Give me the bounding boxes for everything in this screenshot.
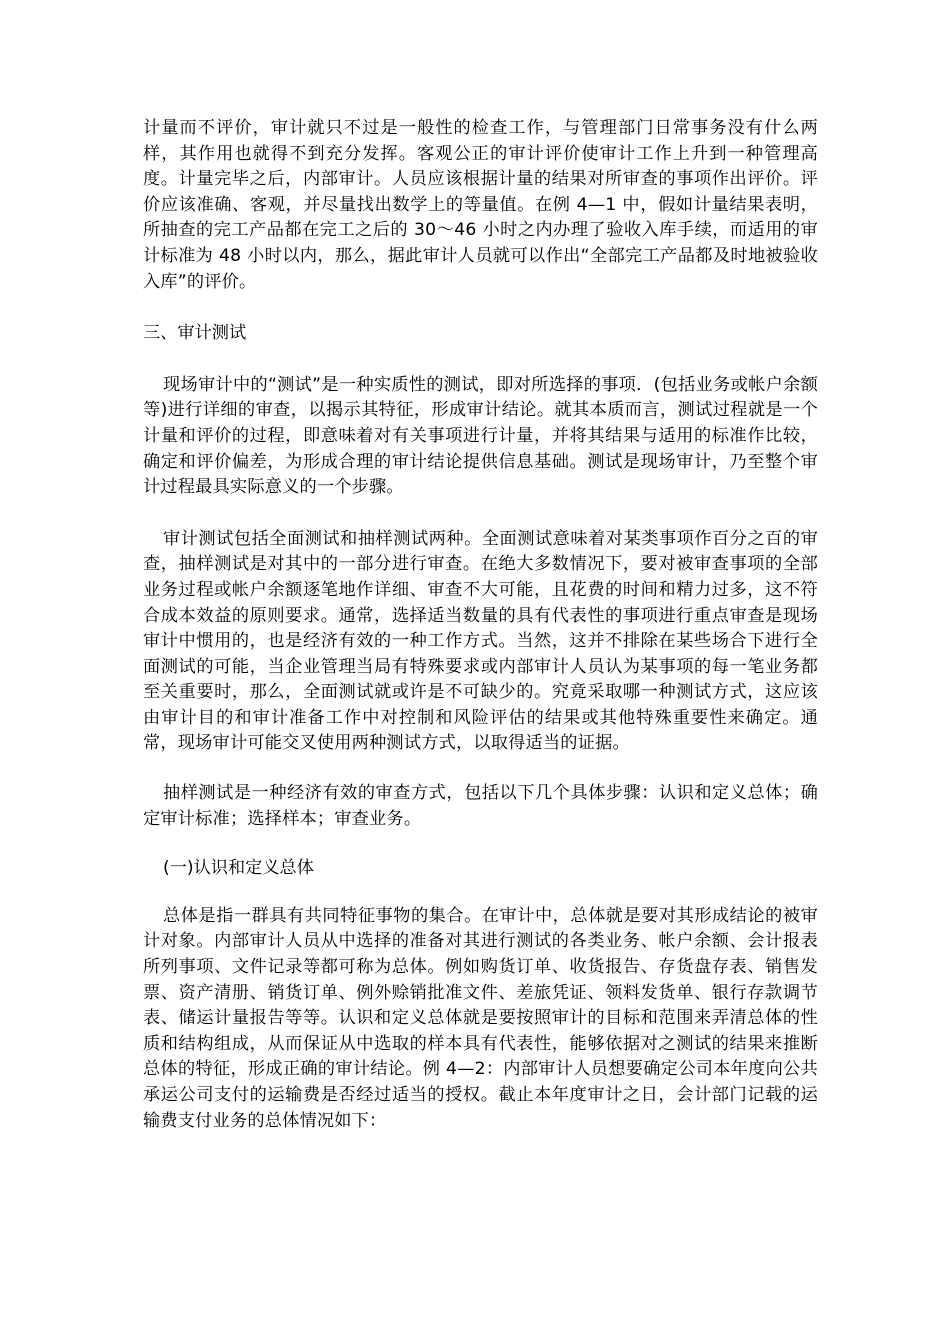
document-page — [143, 116, 818, 1134]
paragraph-evaluation: 计量而不评价，审计就只不过是一般性的检查工作，与管理部门日常事务没有什么两样，其作用也就得不到充分发挥。客观公正的审计评价使审计工作上升到一种管理高度。计量完毕之后，内部审计。人员应该根据计量的结果对所审查的事项作出评价。评价应该准确、客观，并尽量找出数学上的等量值。在例 4—1 中，假如计量结果表明，所抽查的完工产品都在完工之后的 30～46 小时之内办理了验收入库手续，而适用的审计标准为 48 小时以内，那么，据此审计人员就可以作出“全部完工产品都及时地被验收入库”的评价。 — [143, 118, 818, 292]
subsection-heading-population: (一)认识和定义总体 — [163, 858, 314, 879]
paragraph-testing-types: 审计测试包括全面测试和抽样测试两种。全面测试意味着对某类事项作百分之百的审查，抽样测试是对其中的一部分进行审查。在绝大多数情况下，要对被审查事项的全部业务过程或帐户余额逐笔地作详细、审查不大可能，且花费的时间和精力过多，这不符合成本效益的原则要求。通常，选择适当数量的具有代表性的事项进行重点审查是现场审计中惯用的，也是经济有效的一种工作方式。当然，这并不排除在某些场合下进行全面测试的可能，当企业管理当局有特殊要求或内部审计人员认为某事项的每一笔业务都至关重要时，那么，全面测试就或许是不可缺少的。究竟采取哪一种测试方式，这应该由审计目的和审计准备工作中对控制和风险评估的结果或其他特殊重要性来确定。通常，现场审计可能交叉使用两种测试方式，以取得适当的证据。 — [143, 528, 818, 754]
paragraph-testing-definition: 现场审计中的“测试”是一种实质性的测试，即对所选择的事项．(包括业务或帐户余额等)进行详细的审查，以揭示其特征，形成审计结论。就其本质而言，测试过程就是一个计量和评价的过程，即意味着对有关事项进行计量，并将其结果与适用的标准作比较，确定和评价偏差，为形成合理的审计结论提供信息基础。测试是现场审计，乃至整个审计过程最具实际意义的一个步骤。 — [143, 374, 818, 498]
section-heading-audit-testing: 三、审计测试 — [143, 323, 247, 344]
paragraph-sampling-steps: 抽样测试是一种经济有效的审查方式，包括以下几个具体步骤：认识和定义总体；确定审计标准；选择样本；审查业务。 — [143, 783, 818, 829]
paragraph-population-definition: 总体是指一群具有共同特征事物的集合。在审计中，总体就是要对其形成结论的被审计对象。内部审计人员从中选择的准备对其进行测试的各类业务、帐户余额、会计报表所列事项、文件记录等都可称为总体。例如购货订单、收货报告、存货盘存表、销售发票、资产清册、销货订单、例外赊销批准文件、差旅凭证、领料发货单、银行存款调节表、储运计量报告等等。认识和定义总体就是要按照审计的目标和范围来弄清总体的性质和结构组成，从而保证从中选取的样本具有代表性，能够依据对之测试的结果来推断总体的特征，形成正确的审计结论。例 4—2：内部审计人员想要确定公司本年度向公共承运公司支付的运输费是否经过适当的授权。截止本年度审计之日，会计部门记载的运输费支付业务的总体情况如下： — [143, 905, 818, 1131]
